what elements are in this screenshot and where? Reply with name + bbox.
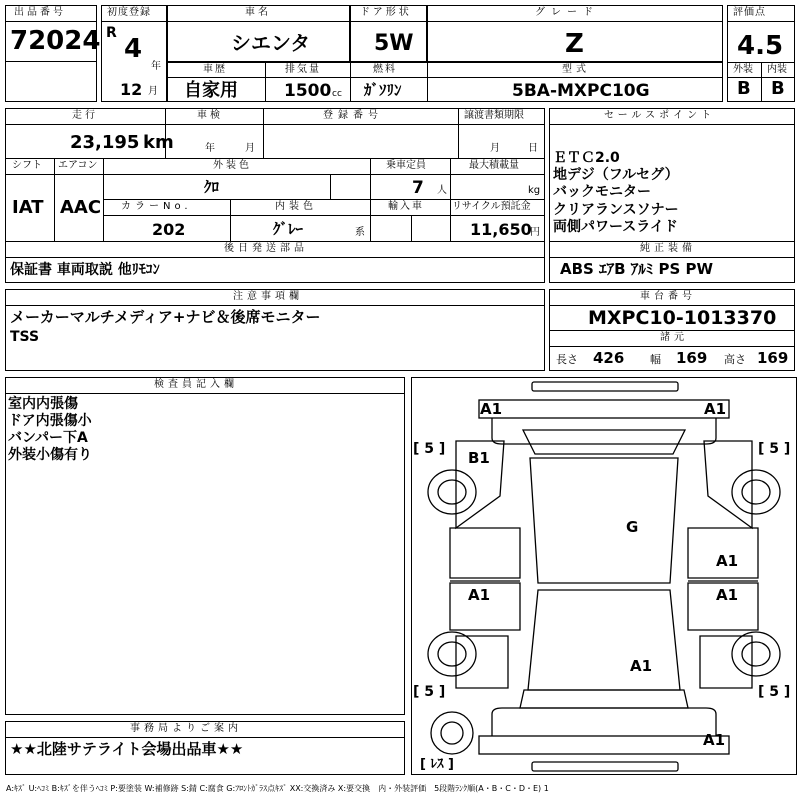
- mileage-unit: km: [143, 132, 174, 153]
- car-diagram: [411, 377, 797, 775]
- door-header: ドア形状: [360, 7, 412, 18]
- damage-mark: A1: [703, 731, 726, 749]
- chassis-number: MXPC10-1013370: [588, 307, 777, 329]
- tire-right-rear: [ 5 ]: [758, 684, 791, 700]
- damage-mark: B1: [468, 449, 490, 467]
- car-name: シエンタ: [231, 31, 311, 55]
- tire-right-front: [ 5 ]: [758, 441, 791, 457]
- capacity-unit: 人: [437, 185, 447, 196]
- sales-header: セールスポイント: [604, 110, 716, 121]
- intcolor-unit: 系: [355, 227, 365, 238]
- wid-label: 幅: [650, 353, 661, 366]
- notes-line: メーカーマルチメディア+ナビ＆後席モニター: [10, 308, 321, 326]
- height: 169: [757, 349, 789, 367]
- era: R: [106, 25, 117, 41]
- model-header: 型式: [562, 64, 590, 75]
- inspector-line: バンパー下A: [8, 430, 88, 446]
- length: 426: [593, 349, 625, 367]
- ext-header: 外装: [733, 64, 753, 75]
- notes-header: 注意事項欄: [233, 291, 303, 302]
- tire-left-rear: [ 5 ]: [413, 684, 446, 700]
- sales-item: ＥＴＣ2.0: [553, 150, 620, 166]
- damage-mark: A1: [480, 400, 503, 418]
- len-label: 長さ: [556, 353, 578, 366]
- transfer-day: 日: [528, 143, 538, 154]
- recycle: 11,650: [470, 220, 532, 239]
- int-grade: B: [771, 78, 785, 99]
- shift-header: シフト: [12, 160, 42, 171]
- insp-year-unit: 年: [205, 143, 215, 154]
- capacity: 7: [412, 178, 424, 198]
- inspection-header: 車検: [197, 110, 223, 121]
- score: 4.5: [737, 31, 784, 61]
- genuine-header: 純正装備: [640, 243, 696, 254]
- capacity-header: 乗車定員: [386, 160, 426, 171]
- dim-header: 諸元: [660, 332, 688, 343]
- regno-header: 登録番号: [323, 110, 383, 121]
- name-header: 車名: [245, 7, 271, 18]
- inspector-line: ドア内張傷小: [8, 413, 92, 429]
- grade: Z: [565, 29, 584, 59]
- grade-header: グレード: [535, 7, 599, 18]
- load-header: 最大積載量: [469, 160, 519, 171]
- year-unit: 年: [151, 61, 161, 72]
- inspector-line: 外装小傷有り: [8, 447, 92, 463]
- reg-year: 4: [124, 34, 143, 64]
- ext-grade: B: [737, 78, 751, 99]
- tire-left-front: [ 5 ]: [413, 441, 446, 457]
- insp-month-unit: 月: [245, 143, 255, 154]
- disp-unit: cc: [332, 89, 342, 99]
- fuel-header: 燃料: [373, 64, 397, 75]
- shift: IAT: [12, 197, 44, 218]
- ac: AAC: [60, 197, 102, 218]
- genuine-equipment: ABS ｴｱB ｱﾙﾐ PS PW: [560, 260, 714, 278]
- disp-header: 排気量: [285, 64, 321, 75]
- history-header: 車歴: [203, 64, 227, 75]
- colorno: 202: [152, 220, 186, 239]
- damage-mark: A1: [716, 552, 739, 570]
- ac-header: エアコン: [58, 160, 98, 171]
- month-unit: 月: [148, 86, 158, 97]
- transfer-header: 譲渡書類期限: [464, 110, 524, 121]
- color-header: 外装色: [213, 160, 252, 171]
- legend: A:ｷｽﾞ U:ﾍｺﾐ B:ｷｽﾞを伴うﾍｺﾐ P:要塗装 W:補修跡 S:錆 C:腐食 G:ﾌﾛﾝﾄｶﾞﾗｽ点ｷｽﾞ XX:交換済み X:要交換 内・外装評価 5段階ﾗﾝｸ順(A・B・C・D・E) 1: [6, 784, 549, 793]
- notes-line: TSS: [10, 329, 40, 345]
- inspector-line: 室内内張傷: [8, 396, 78, 412]
- colorno-header: カラーNo.: [121, 201, 192, 212]
- sales-item: 両側パワースライド: [553, 219, 678, 235]
- intcolor-header: 内装色: [275, 201, 317, 212]
- history: 自家用: [184, 80, 238, 101]
- sales-item: バックモニター: [553, 184, 651, 200]
- score-header: 評価点: [733, 7, 766, 18]
- recycle-unit: 円: [530, 227, 540, 238]
- chassis-header: 車台番号: [640, 291, 696, 302]
- lot-header: 出品番号: [14, 7, 66, 18]
- damage-mark: A1: [704, 400, 727, 418]
- lot-number: 72024: [10, 26, 101, 56]
- fuel: ｶﾞｿﾘﾝ: [364, 81, 402, 99]
- inspector-header: 検査員記入欄: [154, 379, 238, 390]
- sales-item: 地デジ（フルセグ）: [553, 167, 679, 183]
- first-reg-header: 初度登録: [107, 7, 151, 18]
- recycle-header: リサイクル預託金: [452, 201, 531, 212]
- load-unit: kg: [528, 185, 541, 196]
- displacement: 1500: [284, 81, 332, 101]
- intcolor: ｸﾞﾚｰ: [273, 220, 304, 238]
- spare-tire: [ ﾚｽ ]: [420, 757, 454, 772]
- later-parts: 保証書 車両取説 他ﾘﾓｺﾝ: [10, 262, 160, 278]
- later-header: 後日発送部品: [224, 243, 308, 254]
- office-notice: ★★北陸サテライト会場出品車★★: [10, 740, 244, 758]
- hei-label: 高さ: [724, 353, 746, 366]
- office-header: 事務局よりご案内: [130, 723, 242, 734]
- mileage: 23,195: [70, 132, 140, 153]
- damage-mark: G: [626, 518, 639, 536]
- model: 5BA-MXPC10G: [512, 81, 650, 101]
- reg-month: 12: [120, 80, 143, 99]
- transfer-month: 月: [490, 143, 500, 154]
- width: 169: [676, 349, 708, 367]
- color: ｸﾛ: [204, 178, 220, 196]
- mileage-header: 走行: [72, 110, 98, 121]
- damage-mark: A1: [716, 586, 739, 604]
- import-header: 輸入車: [388, 201, 424, 212]
- int-header: 内装: [767, 64, 787, 75]
- car-outline: [412, 378, 796, 774]
- door-type: 5W: [374, 31, 414, 56]
- damage-mark: A1: [630, 657, 653, 675]
- damage-mark: A1: [468, 586, 491, 604]
- sales-item: クリアランスソナー: [553, 202, 679, 218]
